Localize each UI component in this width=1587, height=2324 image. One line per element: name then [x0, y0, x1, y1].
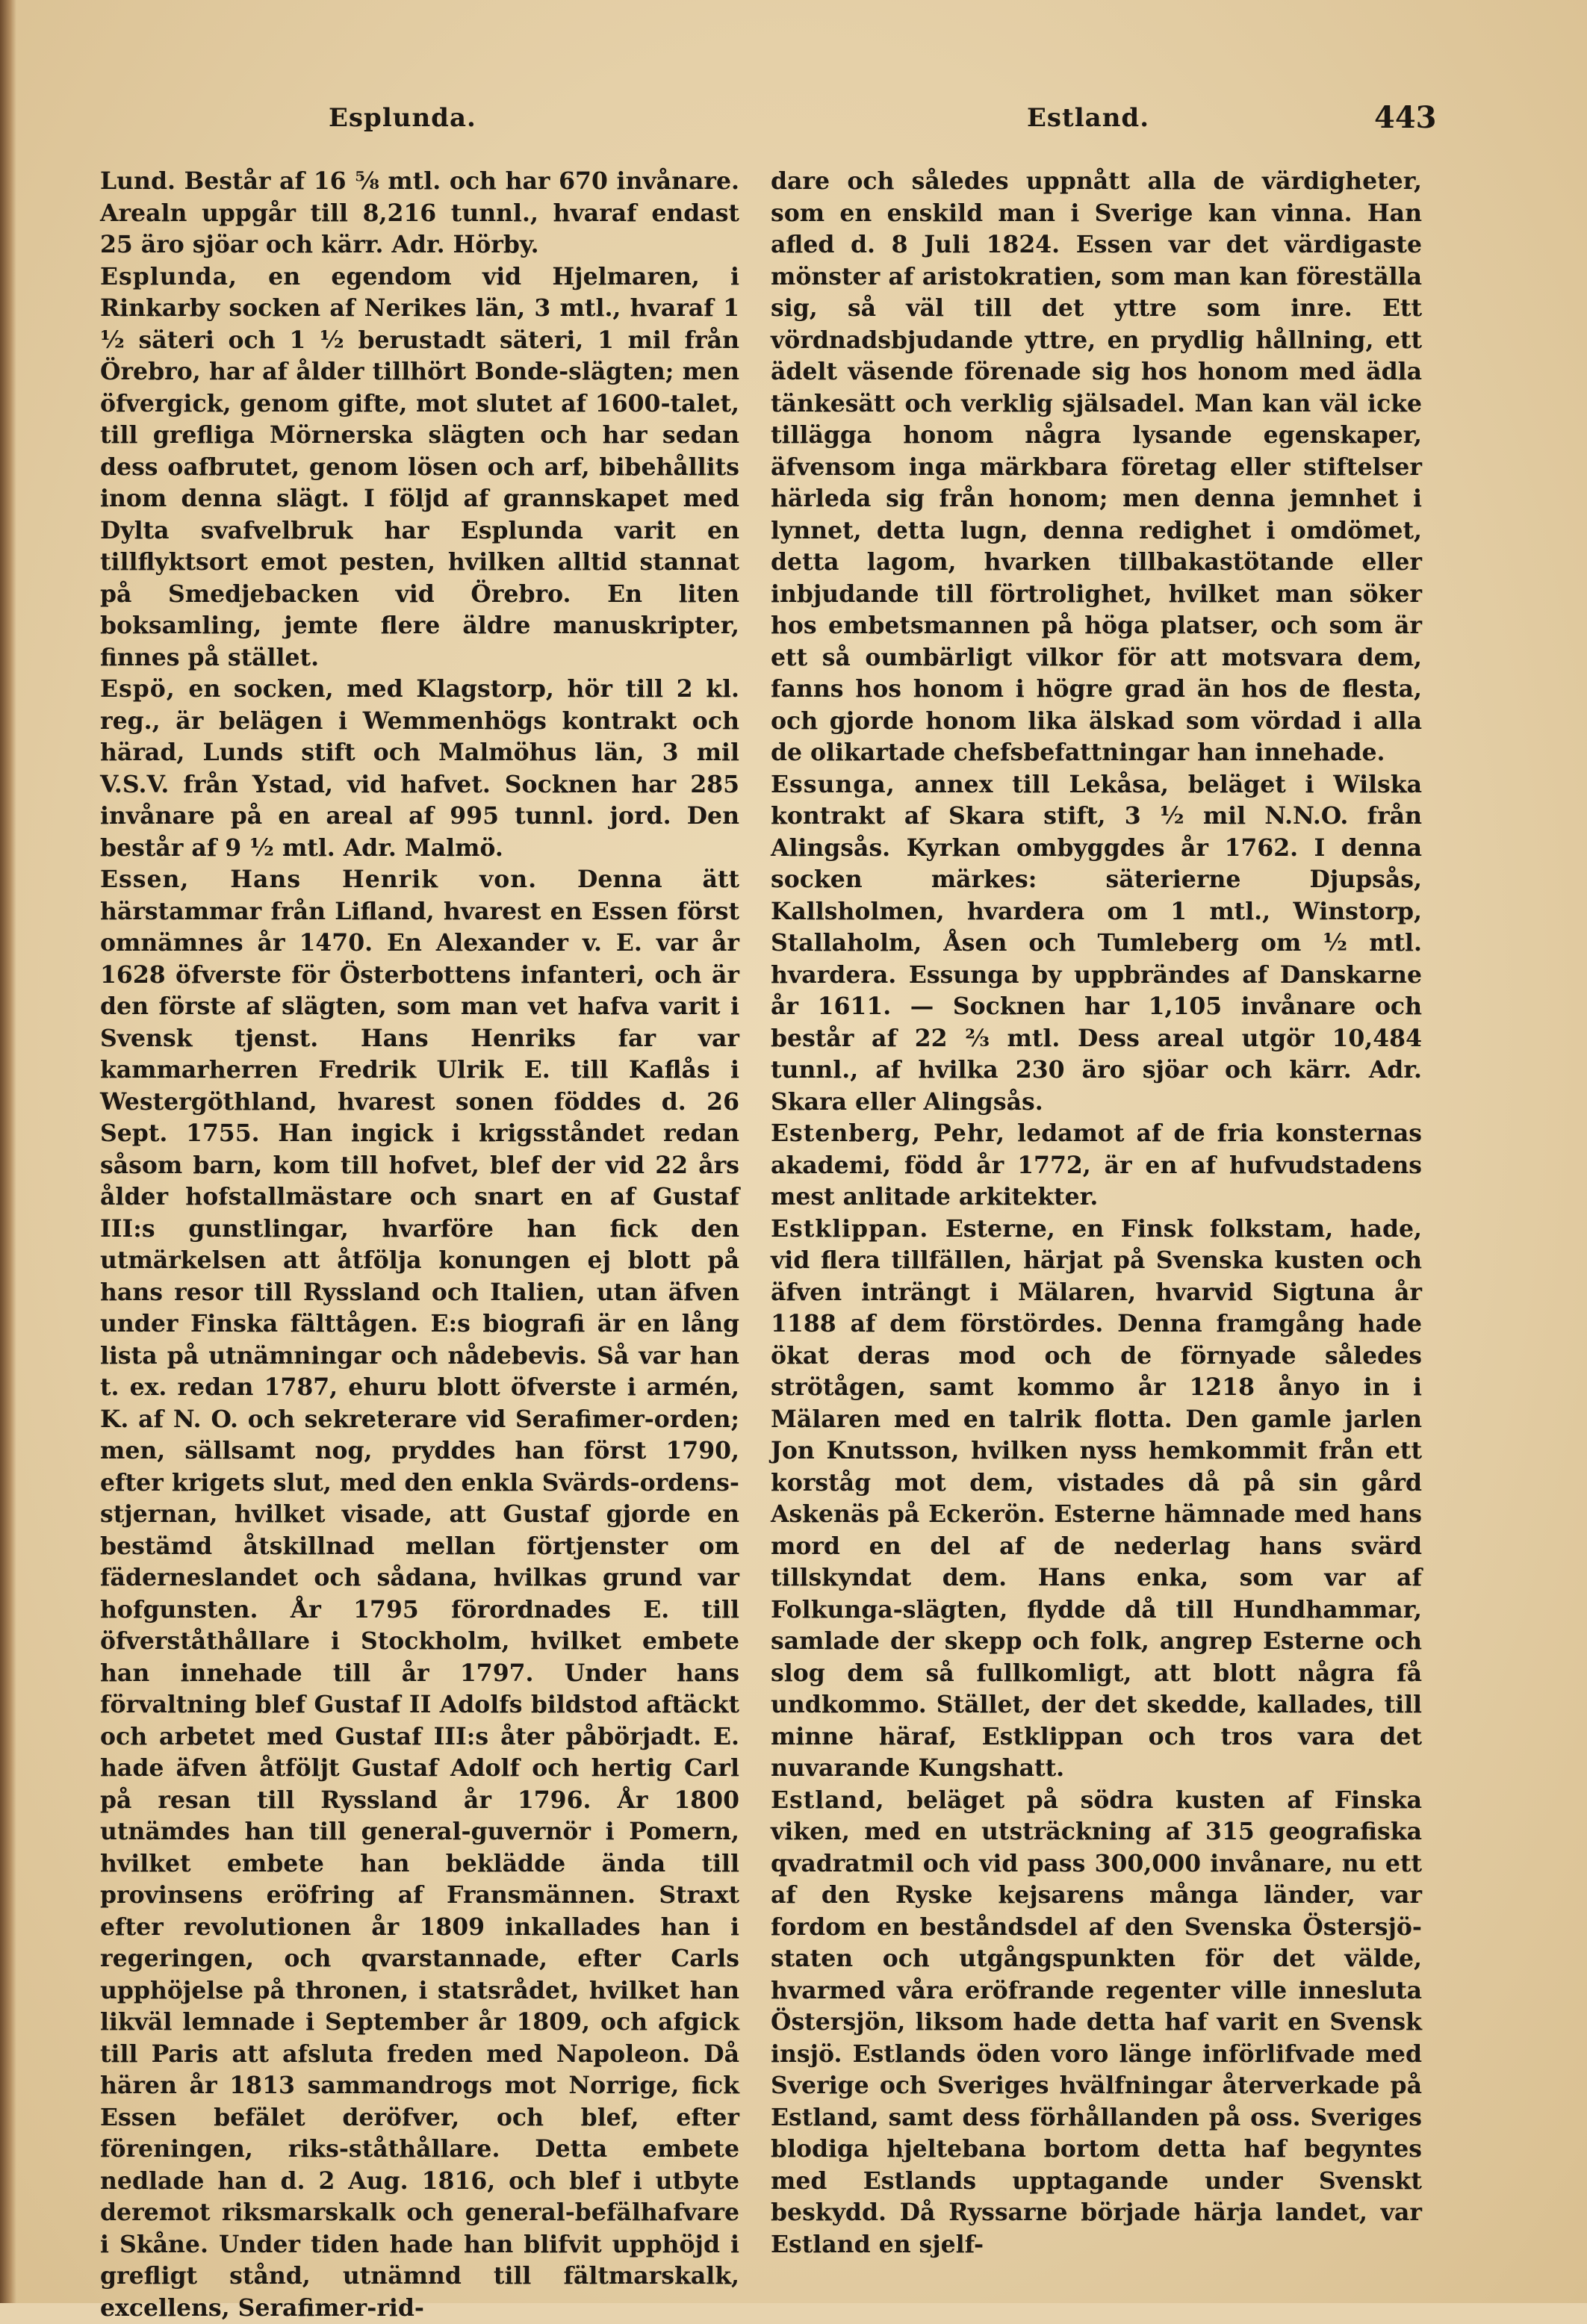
entry-text: en egendom vid Hjelmaren, i Rinkarby socken af Nerikes län, 3 mtl., hvaraf 1 ½ säteri och 1 ½ berustadt säteri, 1 mil från Örebro, har af ålder tillhört Bonde-slägten; men öfvergick, genom gifte, mot slutet af 1600-talet, till grefliga Mörnerska slägten och har sedan dess oafbrutet, genom lösen och arf, bibehållits inom denna slägt. I följd af grannskapet med Dylta svafvelbruk har Esplunda varit en tillflyktsort emot pesten, hvilken alltid stannat på Smedjebacken vid Örebro. En liten boksamling, jemte flere äldre manuskripter, finnes på stället.	[100, 262, 739, 671]
entry-estland	[771, 1785, 1422, 2261]
entry-headword: Essen, Hans Henrik von.	[100, 866, 538, 893]
entry-headword: Estenberg, Pehr,	[771, 1119, 1006, 1147]
entry-estklippan	[771, 1214, 1422, 1785]
entry-headword: Esplunda,	[100, 262, 237, 290]
left-column	[100, 166, 739, 2324]
entry-text: Lund. Består af 16 ⅝ mtl. och har 670 invånare. Arealn uppgår till 8,216 tunnl., hvaraf endast 25 äro sjöar och kärr. Adr. Hörby.	[100, 167, 739, 258]
entry-text: dare och således uppnått alla de värdigheter, som en enskild man i Sverige kan vinna. Han afled d. 8 Juli 1824. Essen var det värdigaste mönster af aristokratien, som man kan föreställa sig, så väl till det yttre som inre. Ett vördnadsbjudande yttre, en prydlig hållning, ett ädelt väsende förenade sig hos honom med ädla tänkesätt och verklig själsadel. Man kan väl icke tillägga honom några lysande egenskaper, äfvensom inga märkbara företag eller stiftelser härleda sig från honom; men denna jemnhet i lynnet, detta lugn, denna redighet i omdömet, detta lagom, hvarken tillbakastötande eller inbjudande till förtrolighet, hvilket man söker hos embetsmannen på höga platser, och som är ett så oumbärligt vilkor för att motsvara dem, fanns hos honom i högre grad än hos de flesta, och gjorde honom lika älskad som vördad i alla de olikartade chefsbefattningar han innehade.	[771, 167, 1422, 766]
book-spine-edge	[0, 0, 16, 2303]
entry-espo	[100, 674, 739, 864]
entry-text: beläget på södra kusten af Finska viken, med en utsträckning af 315 geografiska qvadratmil och vid pass 300,000 invånare, nu ett af den Ryske kejsarens många länder, var fordom en beståndsdel af den Svenska Östersjö-staten och utgångspunkten för det välde, hvarmed våra eröfrande regenter ville innesluta Östersjön, liksom hade detta haf varit en Svensk insjö. Estlands öden voro länge införlifvade med Sverige och Sveriges hvälfningar återverkade på Estland, samt dess förhållanden på oss. Sveriges blodiga hjeltebana bortom detta haf begyntes med Estlands upptagande under Svenskt beskydd. Då Ryssarne började härja landet, var Estland en sjelf-	[771, 1786, 1422, 2258]
running-header	[0, 100, 1587, 148]
entry-essunga	[771, 769, 1422, 1119]
running-head-left: Esplunda.	[329, 103, 476, 133]
entry-text: ledamot af de fria konsternas akademi, född år 1772, är en af hufvudstadens mest anlitade arkitekter.	[771, 1119, 1422, 1211]
entry-headword: Espö,	[100, 675, 176, 703]
entry-headword: Estland,	[771, 1786, 885, 1814]
entry-headword: Essunga,	[771, 770, 895, 798]
entry-estenberg	[771, 1118, 1422, 1214]
entry-lund-continuation	[100, 166, 739, 261]
running-head-right: Estland.	[1027, 103, 1150, 133]
entry-headword: Estklippan.	[771, 1214, 929, 1243]
entry-essen-continuation	[771, 166, 1422, 769]
page-number: 443	[1374, 100, 1437, 135]
entry-text: annex till Lekåsa, beläget i Wilska kontrakt af Skara stift, 3 ½ mil N.N.O. från Alingsås. Kyrkan ombyggdes år 1762. I denna socken märkes: säterierne Djupsås, Kallsholmen, hvardera om 1 mtl., Winstorp, Stallaholm, Åsen och Tumleberg om ½ mtl. hvardera. Essunga by uppbrändes af Danskarne år 1611. — Socknen har 1,105 invånare och består af 22 ⅔ mtl. Dess areal utgör 10,484 tunnl., af hvilka 230 äro sjöar och kärr. Adr. Skara eller Alingsås.	[771, 770, 1422, 1116]
entry-text: Esterne, en Finsk folkstam, hade, vid flera tillfällen, härjat på Svenska kusten och äfven inträngt i Mälaren, hvarvid Sigtuna år 1188 af dem förstördes. Denna framgång hade ökat deras mod och de förnyade således strötågen, samt kommo år 1218 ånyo in i Mälaren med en talrik flotta. Den gamle jarlen Jon Knutsson, hvilken nyss hemkommit från ett korståg mot dem, vistades då på sin gård Askenäs på Eckerön. Esterne hämnade med hans mord en del af de nederlag hans svärd tillskyndat dem. Hans enka, som var af Folkunga-slägten, flydde då till Hundhammar, samlade der skepp och folk, angrep Esterne och slog dem så fullkomligt, att blott några få undkommo. Stället, der det skedde, kallades, till minne häraf, Estklippan och tros vara det nuvarande Kungshatt.	[771, 1214, 1422, 1782]
right-column	[771, 166, 1422, 2261]
entry-text: Denna ätt härstammar från Lifland, hvarest en Essen först omnämnes år 1470. En Alexander v. E. var år 1628 öfverste för Österbottens infanteri, och är den förste af slägten, som man vet hafva varit i Svensk tjenst. Hans Henriks far var kammarherren Fredrik Ulrik E. till Kaflås i Westergöthland, hvarest sonen föddes d. 26 Sept. 1755. Han ingick i krigsståndet redan såsom barn, kom till hofvet, blef der vid 22 års ålder hofstallmästare och snart en af Gustaf III:s gunstlingar, hvarföre han fick den utmärkelsen att åtfölja konungen ej blott på hans resor till Ryssland och Italien, utan äfven under Finska fälttågen. E:s biografi är en lång lista på utnämningar och nådebevis. Så var han t. ex. redan 1787, ehuru blott öfverste i armén, K. af N. O. och sekreterare vid Serafimer-orden; men, sällsamt nog, pryddes han först 1790, efter krigets slut, med den enkla Svärds-ordens-stjernan, hvilket visade, att Gustaf gjorde en bestämd åtskillnad mellan förtjenster om fäderneslandet och sådana, hvilkas grund var hofgunsten. År 1795 förordnades E. till öfverståthållare i Stockholm, hvilket embete han innehade till år 1797. Under hans förvaltning blef Gustaf II Adolfs bildstod aftäckt och arbetet med Gustaf III:s åter påbörjadt. E. hade äfven åtföljt Gustaf Adolf och hertig Carl på resan till Ryssland år 1796. År 1800 utnämdes han till general-guvernör i Pomern, hvilket embete han beklädde ända till provinsens eröfring af Fransmännen. Straxt efter revolutionen år 1809 inkallades han i regeringen, och qvarstannade, efter Carls upphöjelse på thronen, i statsrådet, hvilket han likväl lemnade i September år 1809, och afgick till Paris att afsluta freden med Napoleon. Då hären år 1813 sammandrogs mot Norrige, fick Essen befälet deröfver, och blef, efter föreningen, riks-ståthållare. Detta embete nedlade han d. 2 Aug. 1816, och blef i utbyte deremot riksmarskalk och general-befälhafvare i Skåne. Under tiden hade han blifvit upphöjd i grefligt stånd, utnämnd till fältmarskalk, excellens, Serafimer-rid-	[100, 866, 739, 2322]
entry-esplunda	[100, 261, 739, 674]
entry-text: en socken, med Klagstorp, hör till 2 kl. reg., är belägen i Wemmenhögs kontrakt och härad, Lunds stift och Malmöhus län, 3 mil V.S.V. från Ystad, vid hafvet. Socknen har 285 invånare på en areal af 995 tunnl. jord. Den består af 9 ½ mtl. Adr. Malmö.	[100, 675, 739, 862]
entry-essen	[100, 864, 739, 2324]
